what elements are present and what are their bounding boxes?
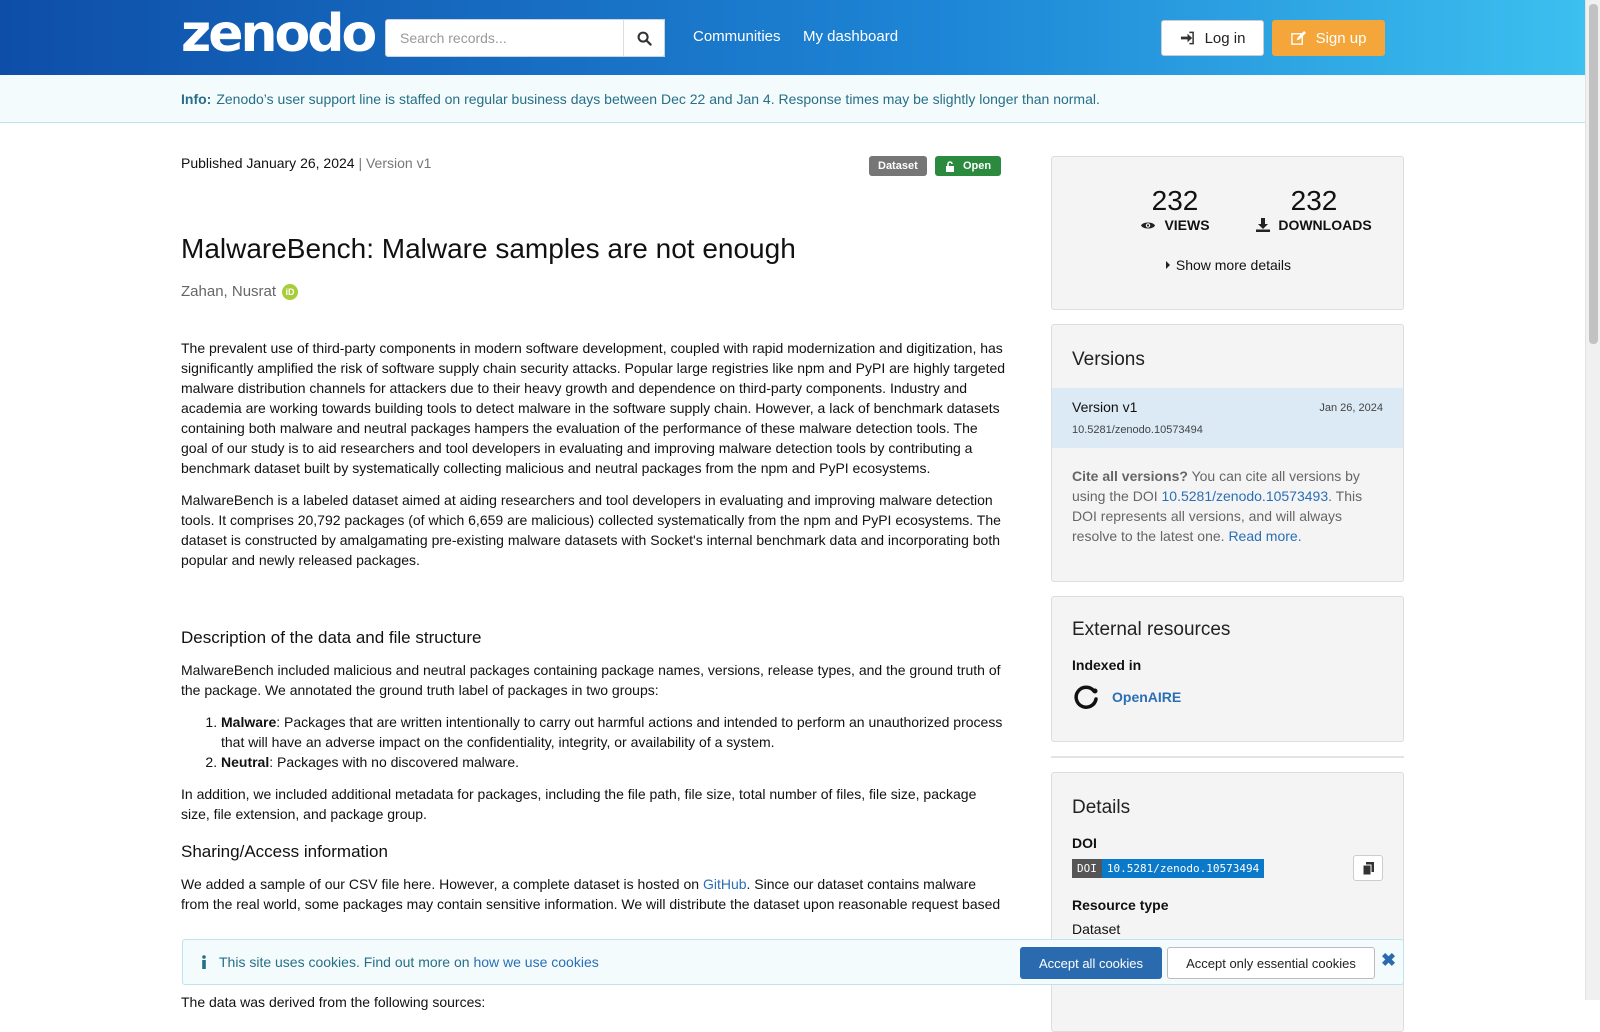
list-desc: : Packages with no discovered malware. bbox=[269, 754, 520, 770]
list-item bbox=[221, 712, 1007, 752]
resource-type-value: Dataset bbox=[1072, 921, 1121, 937]
version-date: Jan 26, 2024 bbox=[1319, 402, 1383, 414]
indexed-in-label: Indexed in bbox=[1072, 657, 1142, 673]
details-panel bbox=[1051, 772, 1404, 1032]
record-title: MalwareBench: Malware samples are not enough bbox=[181, 233, 796, 264]
views-count: 232 bbox=[1151, 185, 1199, 216]
downloads-count: 232 bbox=[1290, 185, 1338, 216]
author bbox=[181, 283, 1007, 300]
external-resources-panel bbox=[1051, 596, 1404, 742]
concept-doi-link[interactable]: 10.5281/zenodo.10573493 bbox=[1161, 488, 1329, 504]
label-groups-list bbox=[221, 712, 1007, 772]
section-heading-data-structure: Description of the data and file structure bbox=[181, 628, 482, 647]
sidebar-divider bbox=[1051, 756, 1404, 758]
page-scrollbar[interactable] bbox=[1585, 0, 1600, 1000]
show-more-details[interactable] bbox=[1052, 257, 1403, 273]
doi-badge-left: DOI bbox=[1072, 859, 1102, 878]
read-more-link[interactable]: Read more. bbox=[1228, 528, 1302, 544]
resource-type-badge: Dataset bbox=[869, 156, 927, 176]
openaire-label[interactable]: OpenAIRE bbox=[1112, 689, 1182, 705]
login-label: Log in bbox=[1204, 29, 1246, 47]
external-resources-title: External resources bbox=[1072, 619, 1231, 640]
accept-essential-cookies-button[interactable]: Accept only essential cookies bbox=[1167, 947, 1375, 979]
views-stat bbox=[1115, 185, 1235, 233]
version-doi: 10.5281/zenodo.10573494 bbox=[1072, 424, 1203, 436]
author-name[interactable]: Zahan, Nusrat bbox=[181, 283, 277, 300]
doi-badge-right: 10.5281/zenodo.10573494 bbox=[1102, 859, 1264, 878]
list-desc: : Packages that are written intentionally to carry out harmful actions and intended to perform an unauthorized process that will have an adverse impact on the confidentiality, integrity, or availability of a system. bbox=[221, 714, 1003, 750]
search-input[interactable]: Search records... bbox=[385, 19, 665, 57]
openaire-link[interactable] bbox=[1072, 683, 1181, 711]
openaire-icon bbox=[1072, 683, 1100, 711]
record-main bbox=[181, 155, 1007, 914]
top-navbar bbox=[0, 0, 1585, 75]
nav-my-dashboard[interactable]: My dashboard bbox=[803, 28, 899, 45]
resource-type-label: Resource type bbox=[1072, 897, 1169, 913]
access-label: Open bbox=[963, 160, 992, 172]
sharing-text-a: We added a sample of our CSV file here. However, a complete dataset is hosted on bbox=[181, 876, 703, 892]
section-heading-sharing: Sharing/Access information bbox=[181, 842, 388, 861]
sign-in-icon bbox=[1180, 31, 1195, 45]
zenodo-logo[interactable]: zenodo bbox=[181, 4, 375, 64]
views-label: VIEWS bbox=[1164, 217, 1210, 233]
published-date: Published January 26, 2024 bbox=[181, 155, 355, 171]
orcid-icon[interactable]: iD bbox=[282, 284, 298, 300]
doi-label: DOI bbox=[1072, 835, 1097, 851]
list-item bbox=[221, 752, 1007, 772]
edit-icon bbox=[1291, 31, 1306, 46]
version-name[interactable]: Version v1 bbox=[1072, 399, 1138, 415]
cite-text-b: . This DOI represents all versions, and will always resolve to the latest one. bbox=[1072, 488, 1363, 544]
eye-icon bbox=[1140, 220, 1156, 231]
list-term: Neutral bbox=[221, 754, 270, 770]
sharing-text-b: . Since our dataset contains malware from the real world, some packages may contain sensitive information. We will distribute the dataset upon reasonable request based bbox=[181, 876, 1001, 912]
sources-paragraph: The data was derived from the following sources: bbox=[181, 994, 486, 1010]
list-term: Malware bbox=[221, 714, 277, 730]
close-icon[interactable]: ✖ bbox=[1381, 950, 1397, 970]
download-icon bbox=[1256, 218, 1270, 232]
doi-badge[interactable] bbox=[1072, 859, 1264, 878]
data-structure-paragraph: MalwareBench included malicious and neutral packages containing package names, versions, release types, and the ground truth of the package. We annotated the ground truth label of packages in two groups: bbox=[181, 662, 1001, 698]
info-banner bbox=[0, 75, 1585, 123]
downloads-label: DOWNLOADS bbox=[1278, 217, 1372, 233]
cite-text-a: You can cite all versions by using the DOI bbox=[1072, 468, 1360, 504]
scrollbar-thumb[interactable] bbox=[1589, 4, 1598, 344]
search-icon bbox=[637, 31, 652, 46]
copy-doi-button[interactable] bbox=[1353, 855, 1383, 881]
signup-label: Sign up bbox=[1315, 29, 1367, 47]
sharing-paragraph bbox=[181, 874, 1007, 914]
info-text: Zenodo’s user support line is staffed on regular business days between Dec 22 and Jan 4. Response times may be slightly longer than normal. bbox=[216, 90, 1100, 107]
info-icon bbox=[201, 955, 207, 969]
github-link[interactable]: GitHub bbox=[702, 876, 747, 892]
versions-panel bbox=[1051, 324, 1404, 582]
version-item[interactable] bbox=[1052, 388, 1403, 448]
copy-icon bbox=[1363, 862, 1374, 875]
details-title: Details bbox=[1072, 797, 1131, 818]
cookie-policy-link[interactable]: how we use cookies bbox=[473, 954, 599, 970]
cookie-message: This site uses cookies. Find out more on bbox=[219, 954, 474, 970]
abstract-paragraph-2: MalwareBench is a labeled dataset aimed at aiding researchers and tool developers in evaluating and improving malware detection tools. It comprises 20,792 packages (of which 6,659 are malicious) collected systematically from the npm and PyPI ecosystems. The dataset is constructed by amalgamating pre-existing malware datasets with Socket's internal benchmark data and incorporating both popular and newly released packages. bbox=[181, 492, 1001, 568]
search-button[interactable] bbox=[623, 19, 665, 57]
version-label: | Version v1 bbox=[354, 155, 432, 171]
stats-panel bbox=[1051, 156, 1404, 310]
cite-all-versions bbox=[1072, 466, 1387, 546]
accept-all-cookies-button[interactable]: Accept all cookies bbox=[1020, 947, 1162, 979]
access-badge bbox=[935, 156, 1001, 176]
show-more-label: Show more details bbox=[1175, 257, 1292, 273]
cookie-banner bbox=[182, 939, 1404, 985]
nav-communities[interactable]: Communities bbox=[693, 28, 781, 45]
login-button[interactable] bbox=[1161, 20, 1264, 56]
metadata-paragraph: In addition, we included additional metadata for packages, including the file path, file size, total number of files, file size, package size, file extension, and package group. bbox=[181, 786, 977, 822]
cookie-text bbox=[219, 954, 599, 970]
publication-info bbox=[181, 155, 1007, 185]
versions-title: Versions bbox=[1072, 349, 1145, 370]
caret-right-icon bbox=[1164, 260, 1172, 270]
cite-bold: Cite all versions? bbox=[1072, 468, 1188, 484]
info-label: Info: bbox=[181, 90, 212, 107]
abstract-paragraph-1: The prevalent use of third-party components in modern software development, coupled with rapid modernization and digitization, has significantly amplified the risk of software supply chain security attacks. Popular large registries like npm and PyPI are highly targeted malware distribution channels for attackers due to their heavy growth and dependence on third-party components. Industry and academia are working towards building tools to detect malware in the software supply chain. However, a lack of benchmark datasets containing both malware and neutral packages hampers the evaluation of the performance of these malware detection tools. The goal of our study is to aid researchers and tool developers in evaluating and improving malware detection tools by contributing a benchmark dataset built by systematically collecting malicious and neutral packages from the npm and PyPI ecosystems. bbox=[181, 340, 1006, 476]
downloads-stat bbox=[1239, 185, 1389, 233]
signup-button[interactable] bbox=[1272, 20, 1385, 56]
unlock-icon bbox=[945, 161, 955, 172]
